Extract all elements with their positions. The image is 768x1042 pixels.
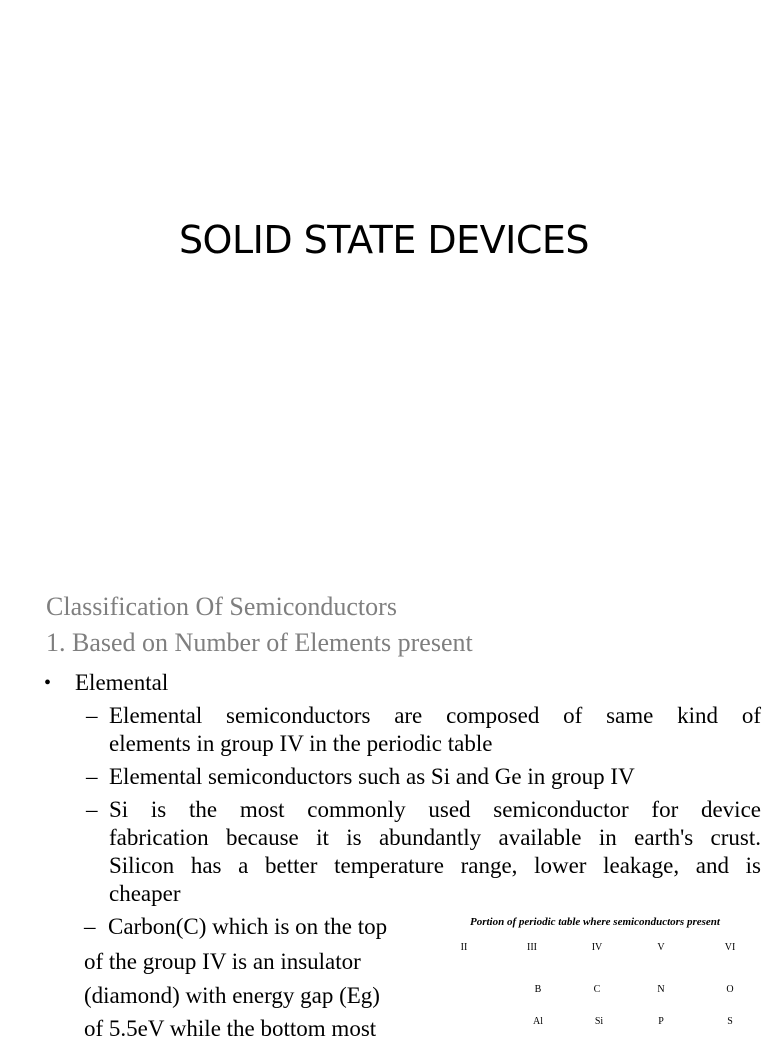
carbon-line-1: Carbon(C) which is on the top — [108, 914, 388, 939]
carbon-line-4: of 5.5eV while the bottom most — [84, 1016, 377, 1041]
table-header: III — [527, 942, 537, 953]
table-cell: N — [657, 984, 665, 995]
table-cell: Al — [533, 1016, 543, 1027]
table-cell: O — [726, 984, 734, 995]
periodic-table-caption: Portion of periodic table where semiconductors present — [470, 916, 720, 928]
table-header: V — [657, 942, 665, 953]
subbullet-2-line-1: Elemental semiconductors such as Si and Ge in group IV — [109, 764, 635, 789]
dash-marker: – — [86, 764, 98, 789]
bullet-marker: • — [44, 672, 52, 694]
table-cell: B — [534, 984, 542, 995]
periodic-table-figure — [440, 912, 760, 1027]
subbullet-3-line-4: cheaper — [109, 881, 181, 906]
subbullet-1-line-2: elements in group IV in the periodic table — [109, 731, 493, 756]
dash-marker: – — [86, 797, 98, 822]
dash-marker: – — [84, 914, 96, 939]
table-cell: S — [727, 1016, 733, 1027]
subbullet-3-line-3: Silicon has a better temperature range, lower leakage, and is — [109, 853, 761, 878]
table-header: IV — [591, 942, 603, 953]
dash-marker: – — [86, 703, 98, 728]
subbullet-3-line-2: fabrication because it is abundantly available in earth's crust. — [109, 825, 761, 850]
table-header: VI — [724, 942, 736, 953]
section-heading: Classification Of Semiconductors — [46, 592, 397, 621]
bullet-label: Elemental — [75, 670, 169, 695]
slide-title: SOLID STATE DEVICES — [178, 218, 590, 262]
subbullet-1-line-1: Elemental semiconductors are composed of same kind of — [109, 703, 761, 728]
table-cell: P — [658, 1016, 664, 1027]
carbon-line-3: (diamond) with energy gap (Eg) — [84, 983, 380, 1008]
section-subheading: 1. Based on Number of Elements present — [46, 628, 473, 657]
table-header: II — [460, 942, 468, 953]
table-cell: C — [593, 984, 601, 995]
subbullet-3-line-1: Si is the most commonly used semiconductor for device — [109, 797, 761, 822]
carbon-line-2: of the group IV is an insulator — [84, 949, 361, 974]
table-cell: Si — [594, 1016, 604, 1027]
